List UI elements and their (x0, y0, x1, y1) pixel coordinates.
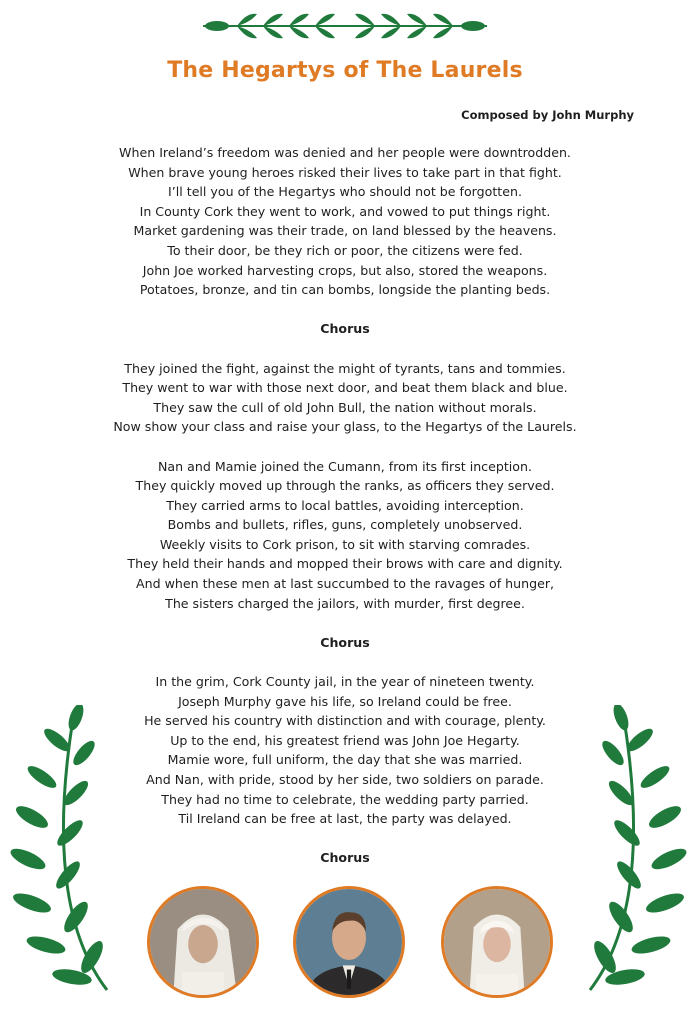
verse-line: I’ll tell you of the Hegartys who should not be forgotten. (168, 184, 522, 200)
verse-line: Mamie wore, full uniform, the day that she was married. (167, 752, 523, 768)
verse-line: Joseph Murphy gave his life, so Ireland could be free. (178, 693, 512, 709)
portrait-nurse-2-icon (444, 889, 550, 995)
verse-line: They quickly moved up through the ranks, as officers they served. (135, 478, 555, 494)
portrait-nurse-2 (441, 886, 553, 998)
chorus-label: Chorus (320, 634, 370, 650)
verse-line: Market gardening was their trade, on land blessed by the heavens. (133, 223, 557, 239)
verse-line: Til Ireland can be free at last, the party was delayed. (178, 811, 512, 827)
verse-line: The sisters charged the jailors, with murder, first degree. (165, 595, 525, 611)
portrait-man-icon (296, 889, 402, 995)
verse-line: He served his country with distinction and with courage, plenty. (144, 713, 546, 729)
verse-line: When Ireland’s freedom was denied and her people were downtrodden. (119, 145, 571, 160)
chorus-label: Chorus (320, 321, 370, 337)
verse-line: Up to the end, his greatest friend was John Joe Hegarty. (170, 732, 520, 748)
laurel-branch-icon (195, 8, 495, 44)
verse-line: John Joe worked harvesting crops, but also, stored the weapons. (142, 262, 548, 278)
verse-line: And Nan, with pride, stood by her side, two soldiers on parade. (146, 772, 544, 787)
verse-line: Potatoes, bronze, and tin can bombs, longside the planting beds. (139, 282, 551, 298)
page-title: The Hegartys of The Laurels (167, 58, 523, 83)
chorus-label: Chorus (320, 850, 370, 866)
verse-line: They joined the fight, against the might of tyrants, tans and tommies. (124, 360, 566, 376)
verse-line: And when these men at last succumbed to the ravages of hunger, (135, 576, 555, 592)
verse-1 (60, 143, 630, 300)
verse-line: They held their hands and mopped their brows with care and dignity. (127, 556, 563, 572)
laurel-wreath-left-icon (2, 705, 117, 995)
verse-line: They saw the cull of old John Bull, the nation without morals. (153, 399, 537, 415)
verse-line: Bombs and bullets, rifles, guns, completely unobserved. (167, 517, 523, 533)
verse-line: They went to war with those next door, and beat them black and blue. (122, 380, 568, 396)
verse-line: To their door, be they rich or poor, the citizens were fed. (167, 242, 523, 258)
verse-line: Now show your class and raise your glass, to the Hegartys of the Laurels. (113, 419, 577, 435)
verse-line: They had no time to celebrate, the wedding party parried. (161, 791, 529, 807)
verse-line: Nan and Mamie joined the Cumann, from its first inception. (158, 458, 532, 474)
composer-credit: Composed by John Murphy (461, 108, 634, 122)
verse-line: In the grim, Cork County jail, in the year of nineteen twenty. (155, 674, 535, 690)
lyrics (60, 143, 630, 888)
portrait-nurse-1-icon (150, 889, 256, 995)
verse-line: They carried arms to local battles, avoiding interception. (166, 497, 524, 513)
chorus-verse (60, 359, 630, 437)
verse-3 (60, 672, 630, 829)
verse-2 (60, 457, 630, 614)
verse-line: Weekly visits to Cork prison, to sit with starving comrades. (159, 536, 531, 552)
laurel-wreath-right-icon (580, 705, 695, 995)
portrait-nurse-1 (147, 886, 259, 998)
verse-line: When brave young heroes risked their lives to take part in that fight. (128, 164, 562, 180)
verse-line: In County Cork they went to work, and vowed to put things right. (139, 203, 551, 219)
portrait-man (293, 886, 405, 998)
